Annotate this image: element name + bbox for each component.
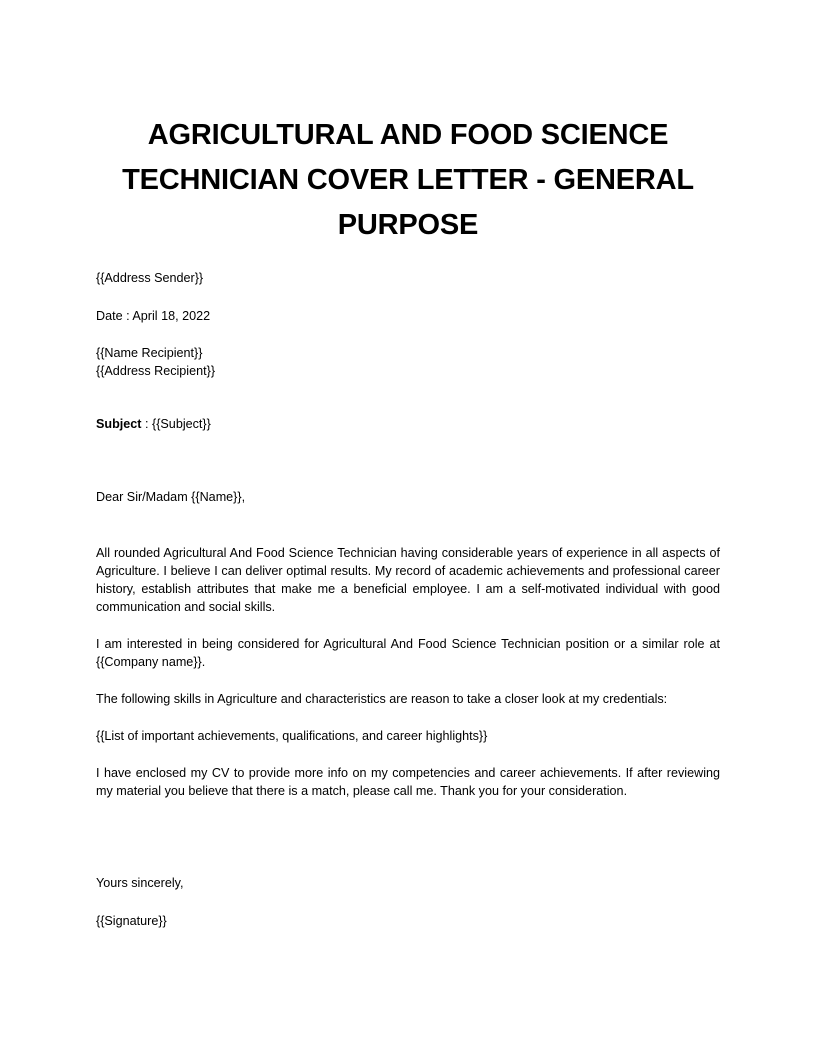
subject-value: : {{Subject}} (141, 417, 211, 431)
recipient-name: {{Name Recipient}} (96, 346, 203, 360)
subject-line (96, 415, 211, 433)
paragraph-skills: The following skills in Agriculture and characteristics are reason to take a closer look at my credentials: (96, 692, 668, 706)
achievements-placeholder: {{List of important achievements, qualifications, and career highlights}} (96, 729, 488, 743)
recipient-address: {{Address Recipient}} (96, 364, 216, 378)
subject-label: Subject (96, 417, 142, 431)
paragraph-closing: I have enclosed my CV to provide more info on my competencies and career achievements. If after reviewing my material you believe that there is a match, please call me. Thank you for your consideration. (96, 766, 720, 798)
paragraph-interest: I am interested in being considered for Agricultural And Food Science Technician position or a similar role at {{Company name}}. (96, 637, 720, 669)
sender-address: {{Address Sender}} (96, 271, 204, 285)
closing-phrase: Yours sincerely, (96, 876, 184, 890)
paragraph-introduction: All rounded Agricultural And Food Science Technician having considerable years of experience in all aspects of Agriculture. I believe I can deliver optimal results. My record of academic achievements and professional career history, establish attributes that make me a beneficial employee. I am a self-motivated individual with good communication and social skills. (96, 546, 720, 614)
signature-placeholder: {{Signature}} (96, 914, 167, 928)
document-title: AGRICULTURAL AND FOOD SCIENCE TECHNICIAN COVER LETTER - GENERAL PURPOSE (122, 119, 694, 241)
salutation: Dear Sir/Madam {{Name}}, (96, 490, 246, 504)
letter-date: Date : April 18, 2022 (96, 309, 211, 323)
